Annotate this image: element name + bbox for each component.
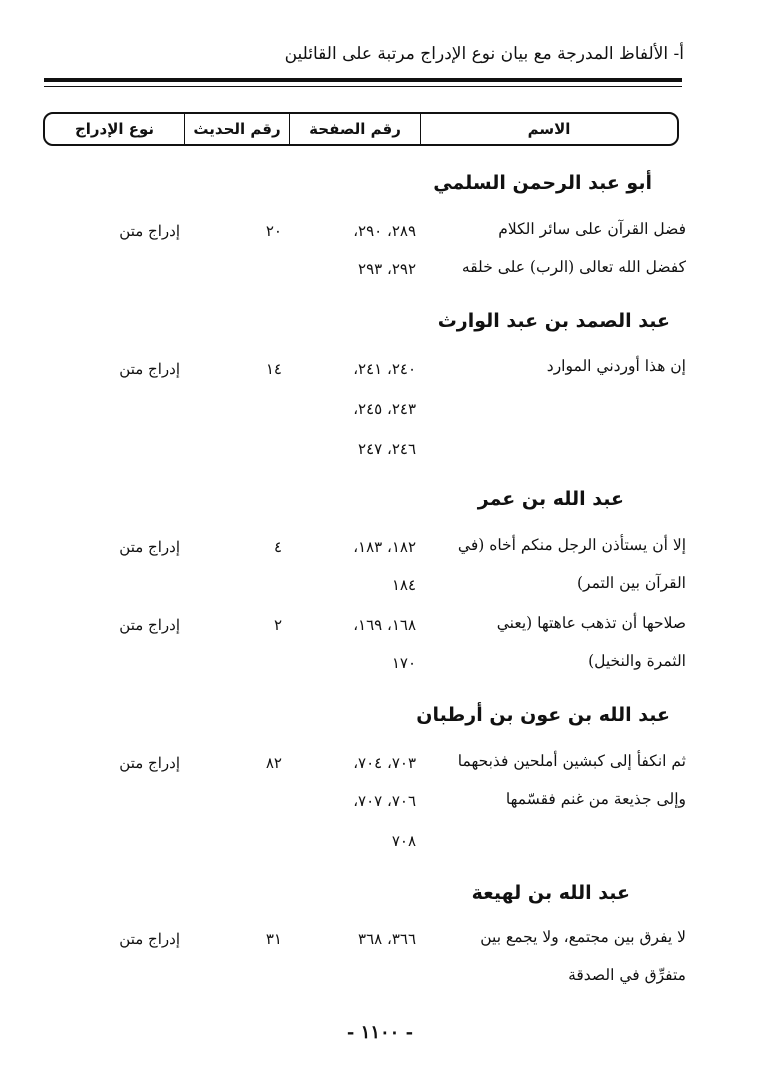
entry-pages-line: ٢٤٣، ٢٤٥، [353,400,416,418]
entry-text-line: صلاحها أن تذهب عاهتها (يعني [496,614,686,632]
entry-pages-line: ٢٤٦، ٢٤٧ [358,440,416,458]
entry-pages-line: ٧٠٣، ٧٠٤، [353,754,416,772]
header-rule-thin [44,86,682,87]
entry-text-line: القرآن بين التمر) [576,574,686,592]
narrator-heading: عبد الله بن عون بن أرطبان [416,704,670,726]
entry-type: إدراج متن [119,754,180,772]
entry-pages-line: ٧٠٨ [391,832,416,850]
page-number: - ١١٠٠ - [346,1022,414,1043]
entry-type: إدراج متن [119,616,180,634]
entry-text-line: إلا أن يستأذن الرجل منكم أخاه (في [457,536,686,554]
entry-type: إدراج متن [119,538,180,556]
narrator-heading: عبد الصمد بن عبد الوارث [437,310,670,332]
column-header-page: رقم الصفحة [289,114,420,144]
entry-hadith-number: ١٤ [265,360,282,378]
entry-pages-line: ١٨٤ [391,576,416,594]
entry-text-line: إن هذا أوردني الموارد [546,357,686,375]
entry-text-line: ثم انكفأ إلى كبشين أملحين فذبحهما [457,752,686,770]
narrator-heading: عبد الله بن لهيعة [471,882,630,904]
entry-pages-line: ٣٦٦، ٣٦٨ [358,930,416,948]
entry-hadith-number: ٤ [273,538,282,556]
entry-pages-line: ٢٩٢، ٢٩٣ [358,260,416,278]
entry-text-line: متفرِّق في الصدقة [568,966,686,984]
entry-hadith-number: ٣١ [265,930,282,948]
entry-pages-line: ٢٨٩، ٢٩٠، [353,222,416,240]
column-header-name: الاسم [420,114,677,144]
entry-pages-line: ١٨٢، ١٨٣، [353,538,416,556]
entry-hadith-number: ٢ [273,616,282,634]
table-header [43,112,679,146]
entry-pages-line: ١٦٨، ١٦٩، [353,616,416,634]
entry-pages-line: ١٧٠ [391,654,416,672]
entry-text-line: الثمرة والنخيل) [588,652,686,670]
narrator-heading: أبو عبد الرحمن السلمي [433,172,652,194]
entry-type: إدراج متن [119,222,180,240]
header-rule-thick [44,78,682,82]
entry-type: إدراج متن [119,930,180,948]
entry-type: إدراج متن [119,360,180,378]
entry-pages-line: ٢٤٠، ٢٤١، [353,360,416,378]
running-header: أ- الألفاظ المدرجة مع بيان نوع الإدراج مرتبة على القائلين [284,44,684,64]
entry-text-line: فضل القرآن على سائر الكلام [498,220,686,238]
entry-hadith-number: ٨٢ [265,754,282,772]
column-header-hadith: رقم الحديث [184,114,289,144]
entry-pages-line: ٧٠٦، ٧٠٧، [353,792,416,810]
narrator-heading: عبد الله بن عمر [477,488,624,510]
column-header-type: نوع الإدراج [74,120,155,138]
entry-text-line: لا يفرق بين مجتمع، ولا يجمع بين [480,928,686,946]
entry-hadith-number: ٢٠ [265,222,282,240]
entry-text-line: وإلى جذيعة من غنم فقسّمها [505,790,686,808]
entry-text-line: كفضل الله تعالى (الرب) على خلقه [461,258,686,276]
